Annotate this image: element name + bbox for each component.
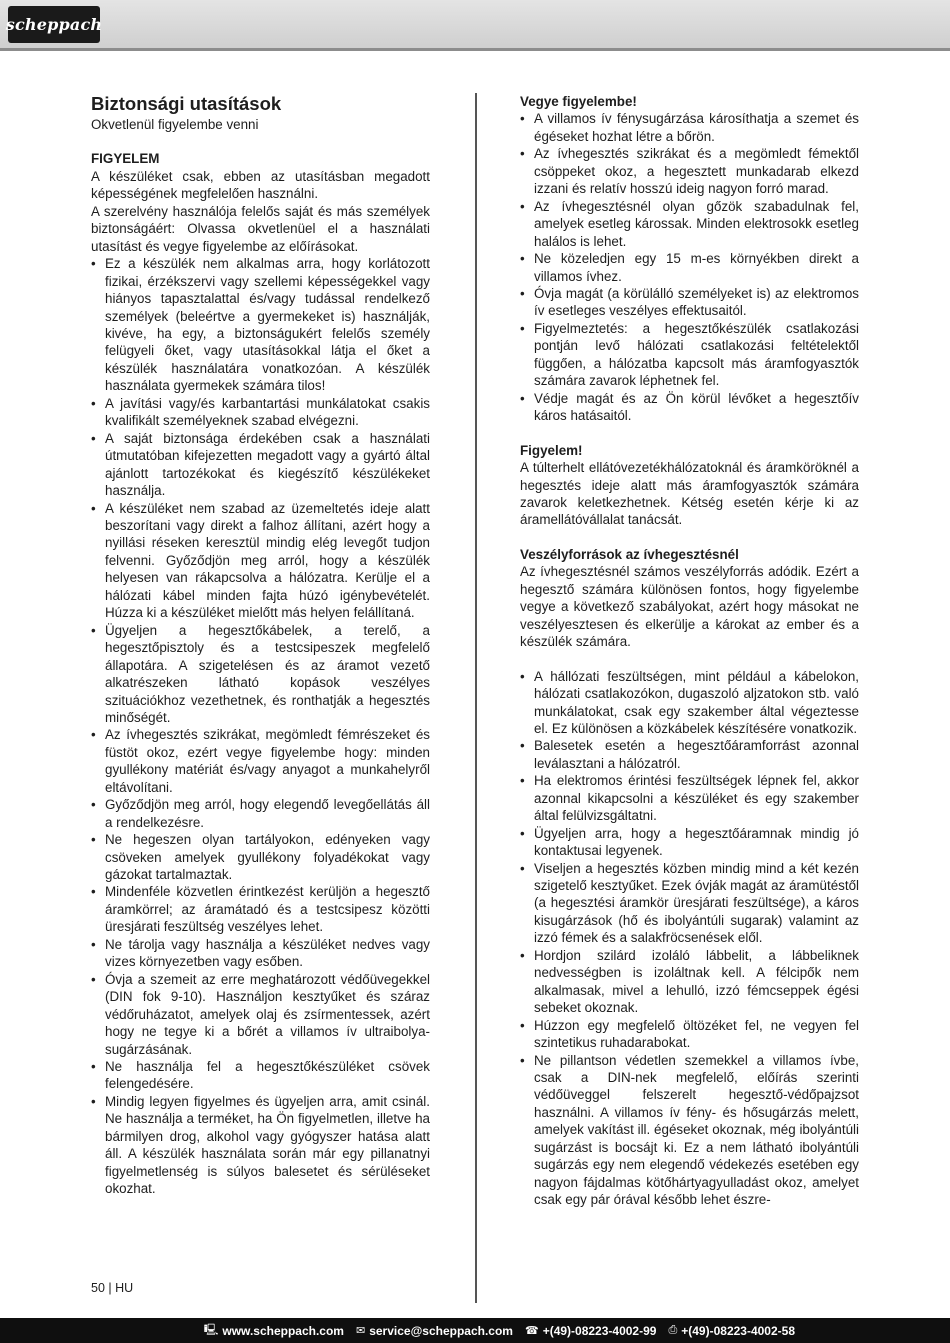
list-item: • A készüléket nem szabad az üzemeltetés ideje alatt beszorítani vagy direkt a falhoz állítani, azért hogy a nyillási réseken keresztül mindig elég levegőt tudjon felvenni. Győződjön meg arról, hogy a készülék helyesen van rákapcsolva a hálózatra. Kerülje el a hálózati kábel minden fajta húzó igénybevételét. Húzza ki a készüléket mielőtt más helyen felállítaná. — [91, 500, 430, 622]
note-heading: Figyelem! — [520, 442, 583, 458]
fax-number: +(49)-08223-4002-58 — [681, 1323, 795, 1338]
list-item: • Hordjon szilárd izoláló lábbelit, a lábbeliknek nedvességben is izoláltnak kell. A félcipők nem alkalmasak, mivel a lehulló, izzó fémcseppek égési sebeket okoznak. — [520, 947, 859, 1017]
list-item: • Az ívhegesztésnél olyan gőzök szabadulnak fel, amelyek esetleg károssak. Minden elektrosokk esetleg halálos is lehet. — [520, 198, 859, 250]
list-item: • A hállózati feszültségen, mint például a kábelokon, hálózati csatlakozókon, dugaszoló aljzatokon stb. való munkálatokat, csak egy szakember által végeztesse el. Ez különösen a közkábelek készítésére vonatkozik. — [520, 668, 859, 738]
computer-icon: 🖳 — [203, 1324, 219, 1336]
right-column — [520, 93, 859, 1209]
list-item: • Ne közeledjen egy 15 m-es környékben direkt a villamos ívhez. — [520, 250, 859, 285]
phone-icon: ☎ — [524, 1325, 539, 1337]
hazards-heading: Veszélyforrások az ívhegesztésnél — [520, 546, 739, 562]
list-item: • Ne tárolja vagy használja a készüléket nedves vagy vizes környezetben vagy esőben. — [91, 936, 430, 971]
list-item: • A villamos ív fénysugárzása károsíthatja a szemet és égéseket hozhat létre a bőrön. — [520, 110, 859, 145]
list-item: • Mindig legyen figyelmes és ügyeljen arra, amit csinál. Ne használja a terméket, ha Ön figyelmetlen, illetve ha bármilyen drog, alkohol vagy gyógyszer hatása alatt áll. A készülék használata során már egy pillanatnyi figyelmetlenség is súlyos balesetet és sérüléseket okozhat. — [91, 1093, 430, 1198]
warning-paragraph-2: A szerelvény használója felelős saját és más személyek biztonságáért: Olvassa okvetlenüel el a használati utasítást és vegye figyelembe az előírásokat. — [91, 203, 430, 254]
list-item: • Védje magát és az Ön körül lévőket a hegesztőív káros hatásaitól. — [520, 390, 859, 425]
list-item: • Az ívhegesztés szikrákat és a megömledt fémektől csöppeket okoz, a hegesztett munkadarab elkezd izzani és relatív hosszú ideig nagyon forró marad. — [520, 145, 859, 197]
list-item: • Óvja magát (a körülálló személyeket is) az elektromos ív esetleges veszélyes effektusaitól. — [520, 285, 859, 320]
column-divider — [475, 93, 477, 1303]
logo-text: scheppach — [5, 15, 103, 34]
left-column — [91, 93, 430, 1198]
warning-heading: FIGYELEM — [91, 151, 160, 167]
contact-footer — [0, 1318, 950, 1343]
hazards-paragraph: Az ívhegesztésnél számos veszélyforrás adódik. Ezért a hegesztő számára különösen fontos, hogy figyelembe vegye a következő szabályokat, azért hogy másokat ne veszélyesztesen és elkerülje a károkat az ember és a készülék számára. — [520, 564, 859, 650]
list-item: • Ez a készülék nem alkalmas arra, hogy korlátozott fizikai, érzékszervi vagy szellemi képességekkel vagy hiányos tapasztalattal és/vagy tudással rendelkező személyek (beleértve a gyermekeket is) használják, kivéve, ha egy, a biztonságukért felelős személy felügyeli őket, vagy utasításokkal látja el őket a készülék használatára vonatkozóan. A készülék használata gyermekek számára tilos! — [91, 255, 430, 395]
page-number: 50 | HU — [91, 1281, 134, 1295]
list-item: • Balesetek esetén a hegesztőáramforrást azonnal leválasztani a hálózatról. — [520, 737, 859, 772]
fax-icon: ⎙ — [668, 1324, 678, 1336]
attention-heading: Vegye figyelembe! — [520, 94, 637, 109]
list-item: • Ne használja fel a hegesztőkészüléket csövek felengedésére. — [91, 1058, 430, 1093]
list-item: • Húzzon egy megfelelő öltözéket fel, ne vegyen fel szintetikus ruhadarabokat. — [520, 1017, 859, 1052]
page-subtitle: Okvetlenül figyelembe venni — [91, 117, 259, 132]
scheppach-logo — [5, 6, 103, 43]
page-title: Biztonsági utasítások — [91, 93, 282, 114]
email-link[interactable]: service@scheppach.com — [369, 1323, 513, 1338]
list-item: • Ügyeljen arra, hogy a hegesztőáramnak mindig jó kontaktusai legyenek. — [520, 825, 859, 860]
list-item: • A saját biztonsága érdekében csak a használati útmutatóban kifejezetten megadott vagy a gyártó által ajánlott tartozékokat és kiegészítő készülékeket használja. — [91, 430, 430, 500]
list-item: • A javítási vagy/és karbantartási munkálatokat csakis kvalifikált személyeknek szabad elvégezni. — [91, 395, 430, 430]
phone-number: +(49)-08223-4002-99 — [542, 1323, 657, 1338]
header-rule — [0, 48, 950, 51]
list-item: • Az ívhegesztés szikrákat, megömledt fémrészeket és füstöt okoz, ezért vegye figyelembe hogy: minden gyullékony matériát és/vagy anyagot a munkahelyről eltávolítani. — [91, 726, 430, 796]
safety-list — [91, 255, 430, 1197]
attention-list — [520, 110, 859, 424]
page-header — [0, 0, 950, 48]
email-icon: ✉ — [355, 1325, 366, 1337]
list-item: • Ne hegeszen olyan tartályokon, edényeken vagy csöveken amelyek gyullékony folyadékokat vagy gázokat tartalmaztak. — [91, 831, 430, 883]
list-item: • Ne pillantson védetlen szemekkel a villamos ívbe, csak a DIN-nek megfelelő, előírás szerinti védőüveggel felszerelt hegesztő-védőpajzsot használni. A villamos ív fény- és hősugárzás melett, amelyek vakítást ill. égéseket okoznak, még ibolyántúli sugárzást is bocsájt ki. Ez a nem látható ibolyántúli sugárzás egy nem elegendő védekezés esetében egy nagyon fájdalmas kötőhártyagyulladást okoz, amelyet csak egy pár órával később lehet észre- — [520, 1052, 859, 1209]
list-item: • Óvja a szemeit az erre meghatározott védőüvegekkel (DIN fok 9-10). Használjon kesztyűket és száraz védőruházatot, amelyek olaj és zsírmentessek, azért hogy ne tegye ki a bőrét a villamos ív ultraibolya-sugárzásának. — [91, 971, 430, 1058]
list-item: • Ügyeljen a hegesztőkábelek, a terelő, a hegesztőpisztoly és a testcsipeszek megfelelő állapotára. A szigetelésen és az áramot vezető alkatrészeken látható kopások veszélyes szituációkhoz vezethetnek, és ronthatják a hegesztés minőségét. — [91, 622, 430, 727]
list-item: • Mindenféle közvetlen érintkezést kerüljön a hegesztő áramkörrel; az áramátadó és a testcsipesz közötti üresjárati feszültség veszélyes lehet. — [91, 883, 430, 935]
website-link[interactable]: www.scheppach.com — [222, 1323, 344, 1338]
list-item: • Figyelmeztetés: a hegesztőkészülék csatlakozási pontján levő hálózati csatlakozási feltételektől függően, a hálózatba kapcsolt más áramfogyasztók számára zavarok léphetnek fel. — [520, 320, 859, 390]
list-item: • Győződjön meg arról, hogy elegendő levegőellátás áll a rendelkezésre. — [91, 796, 430, 831]
hazards-list — [520, 668, 859, 1209]
note-paragraph: A túlterhelt ellátóvezetékhálózatoknál és áramköröknél a hegesztés ideje alatt más áramfogyasztók számára zavarok keletkezhetnek. Kétség esetén kérje ki az áramellátóvállalat tanácsát. — [520, 460, 859, 528]
list-item: • Viseljen a hegesztés közben mindig mind a két kezén szigetelő kesztyűket. Ezek óvják magát az áramütéstől (a hegesztési áramkör üresjárati feszültsége), a káros kisugárzások (hő és ibolyántúli sugarak) valamint az izzó fémek és a salakfröcsenések elől. — [520, 860, 859, 947]
warning-paragraph-1: A készüléket csak, ebben az utasításban megadott képességének megfelelően használni. — [91, 168, 430, 202]
list-item: • Ha elektromos érintési feszültségek lépnek fel, akkor azonnal kikapcsolni a készüléket és egy szakember által felülvizsgáltatni. — [520, 772, 859, 824]
